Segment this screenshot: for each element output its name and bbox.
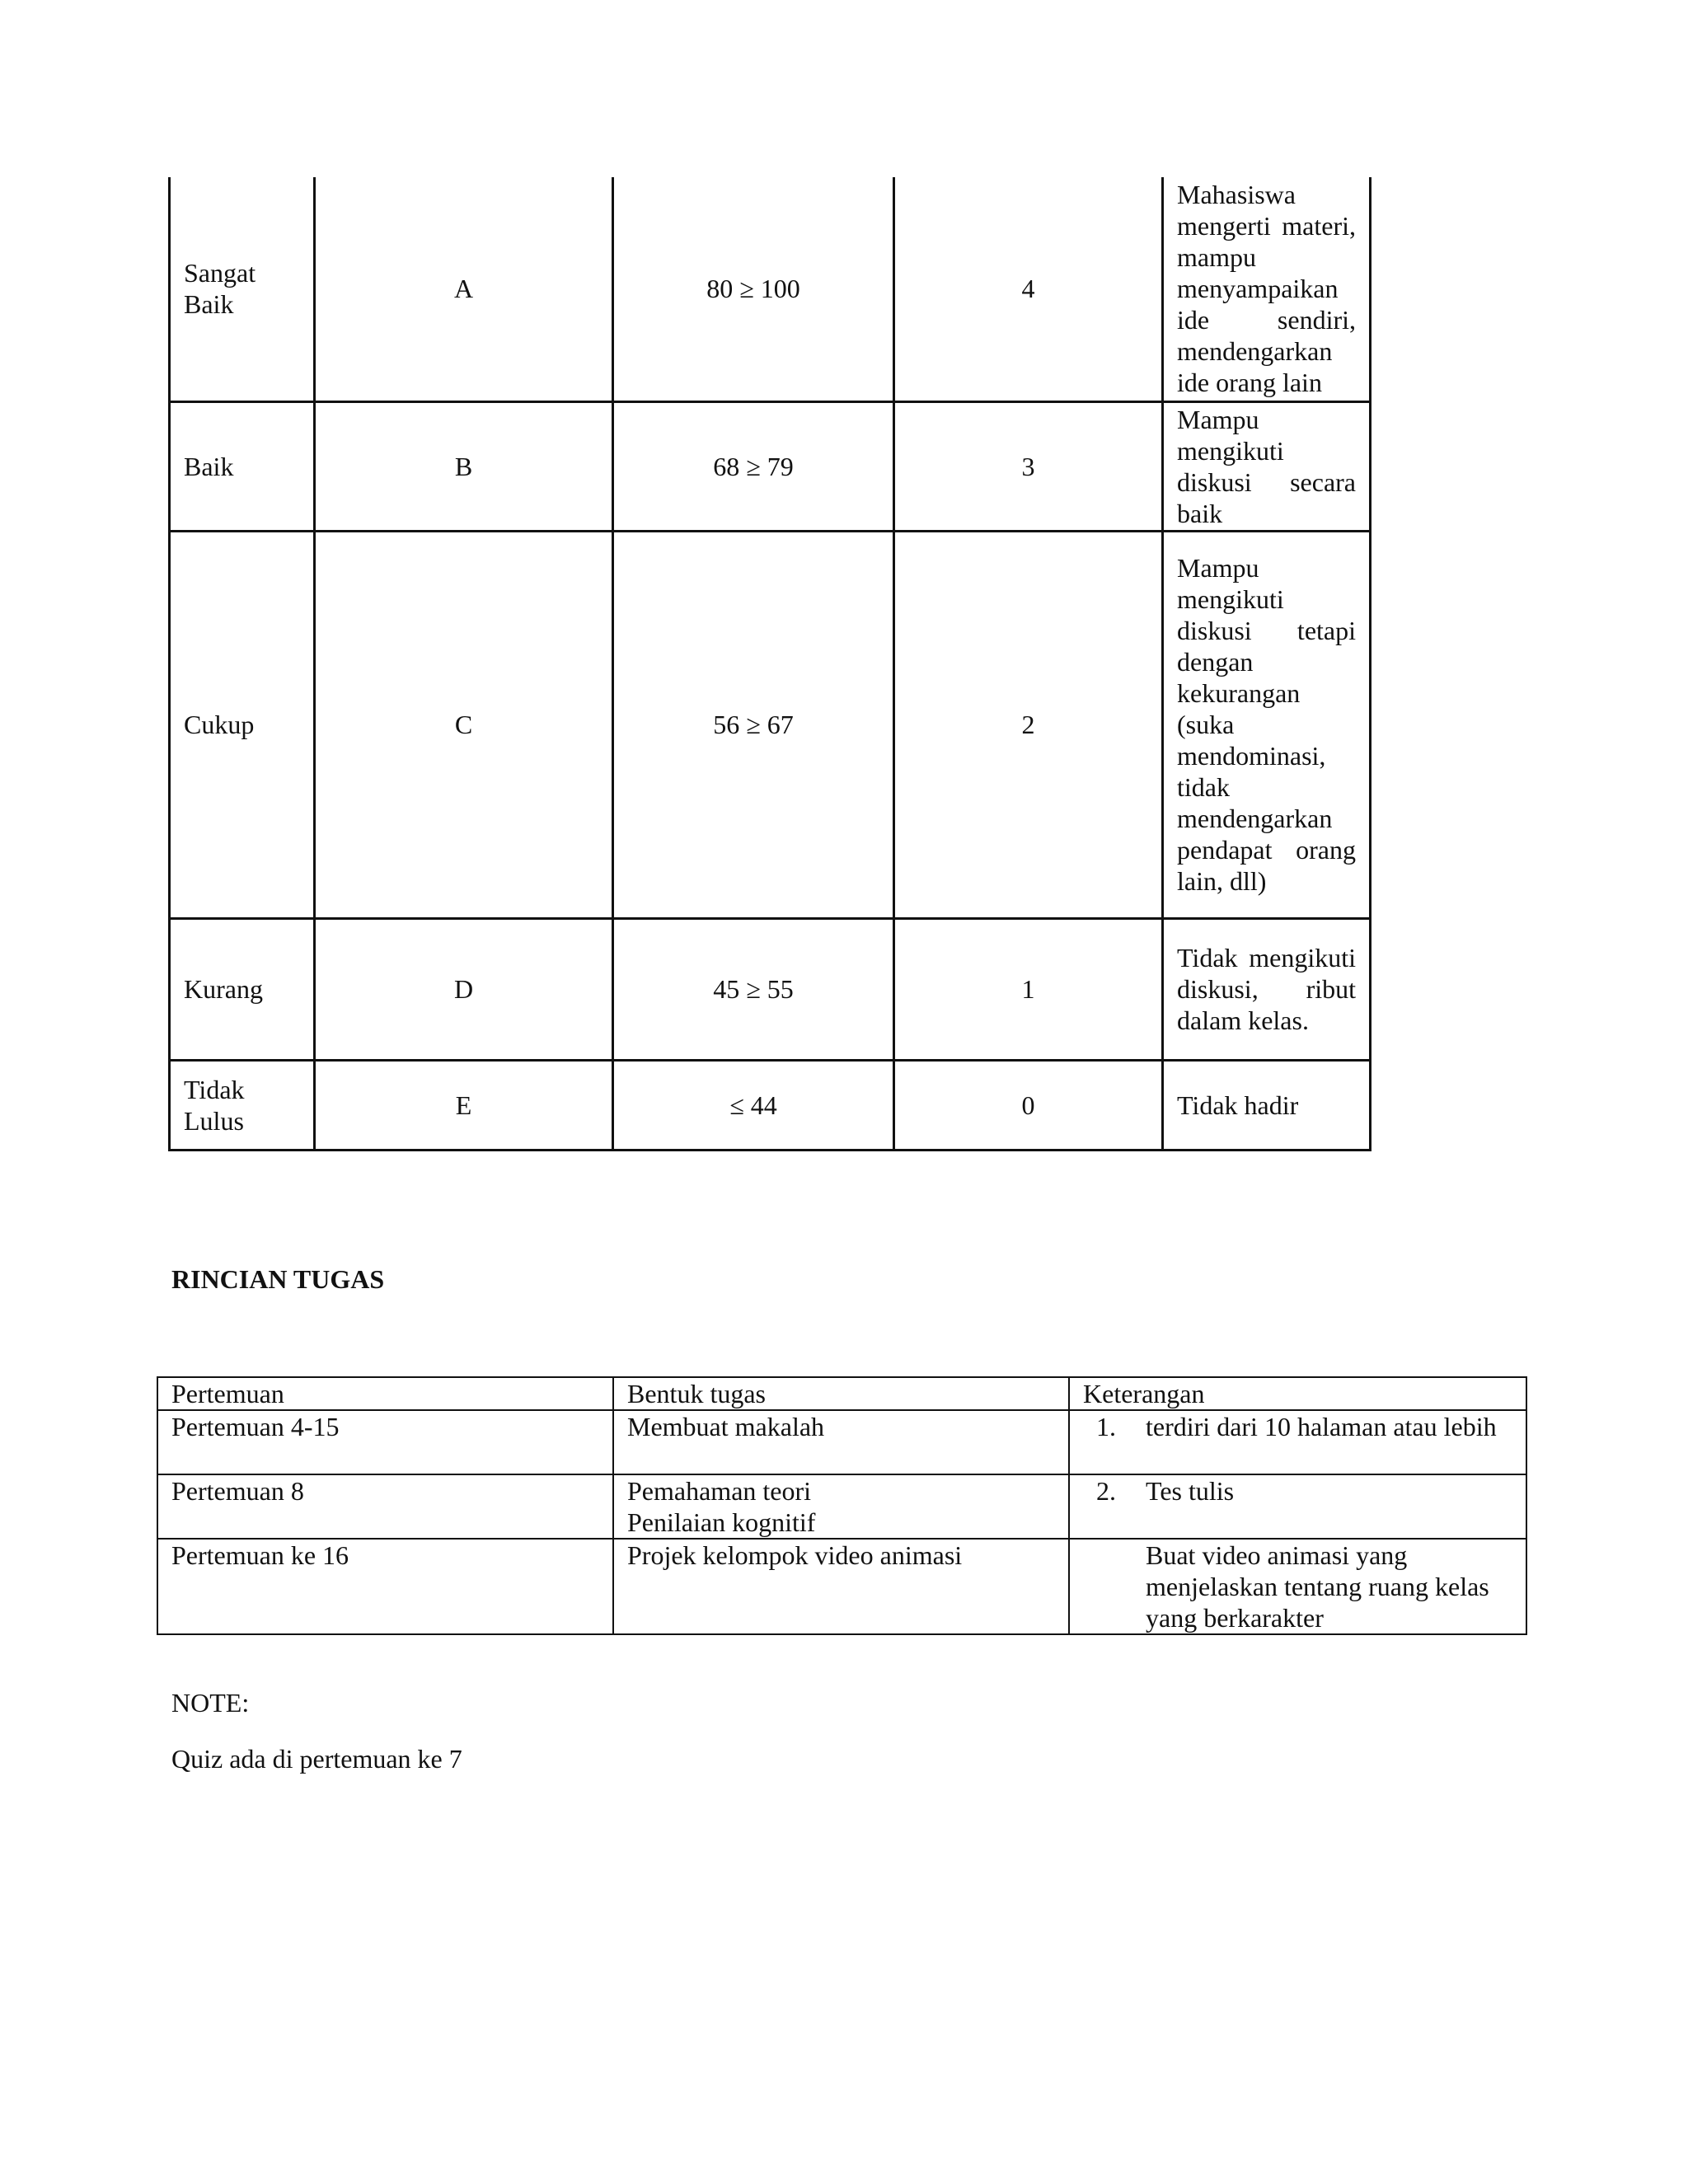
task-note-text: Tes tulis (1146, 1476, 1235, 1506)
task-note-item (1083, 1475, 1512, 1507)
grade-row-a (170, 177, 1371, 401)
task-header-cell: Keterangan (1069, 1377, 1526, 1410)
task-form (613, 1539, 1069, 1634)
grade-range: 45 ≥ 55 (613, 918, 894, 1060)
task-header-cell: Bentuk tugas (613, 1377, 1069, 1410)
grade-weight: 0 (894, 1060, 1163, 1150)
task-row (157, 1539, 1526, 1634)
task-note (1069, 1410, 1526, 1474)
task-note (1069, 1539, 1526, 1634)
grade-predicate: Sangat Baik (170, 177, 315, 401)
note-label: NOTE: (171, 1688, 250, 1718)
task-note-text: Buat video animasi yang menjelaskan tentang ruang kelas yang berkarakter (1146, 1540, 1489, 1633)
grade-range: 56 ≥ 67 (613, 531, 894, 918)
grade-range: ≤ 44 (613, 1060, 894, 1150)
grade-range: 80 ≥ 100 (613, 177, 894, 401)
task-header-cell: Pertemuan (157, 1377, 613, 1410)
task-meeting: Pertemuan ke 16 (157, 1539, 613, 1634)
task-row (157, 1474, 1526, 1539)
task-note-item (1083, 1411, 1512, 1442)
grade-predicate: Cukup (170, 531, 315, 918)
grade-letter: B (315, 401, 613, 531)
grade-predicate: Baik (170, 401, 315, 531)
grade-description: Mahasiswa mengerti materi, mampu menyampaikan ide sendiri, mendengarkan ide orang lain (1163, 177, 1371, 401)
grading-table (168, 177, 1372, 1151)
section-heading: RINCIAN TUGAS (171, 1264, 385, 1294)
task-table (157, 1376, 1527, 1635)
grade-predicate: Kurang (170, 918, 315, 1060)
grade-description: Mampu mengikuti diskusi secara baik (1163, 401, 1371, 531)
task-note-number (1096, 1540, 1146, 1633)
task-note-text: terdiri dari 10 halaman atau lebih (1146, 1412, 1497, 1441)
grade-weight: 2 (894, 531, 1163, 918)
grade-weight: 4 (894, 177, 1163, 401)
task-row (157, 1410, 1526, 1474)
grade-letter: E (315, 1060, 613, 1150)
grade-predicate: Tidak Lulus (170, 1060, 315, 1150)
grade-row-d (170, 918, 1371, 1060)
grade-letter: A (315, 177, 613, 401)
grade-letter: D (315, 918, 613, 1060)
task-form-line: Projek kelompok video animasi (627, 1540, 963, 1570)
grade-letter: C (315, 531, 613, 918)
task-form-line: Membuat makalah (627, 1412, 825, 1441)
grade-row-c (170, 531, 1371, 918)
task-form (613, 1410, 1069, 1474)
grade-weight: 3 (894, 401, 1163, 531)
note-text: Quiz ada di pertemuan ke 7 (171, 1744, 462, 1774)
task-note-number: 2. (1096, 1476, 1116, 1506)
task-form (613, 1474, 1069, 1539)
grade-weight: 1 (894, 918, 1163, 1060)
task-note (1069, 1474, 1526, 1539)
task-note-number: 1. (1096, 1412, 1116, 1441)
grade-description: Tidak hadir (1163, 1060, 1371, 1150)
task-meeting: Pertemuan 8 (157, 1474, 613, 1539)
task-meeting: Pertemuan 4-15 (157, 1410, 613, 1474)
grade-description: Tidak mengikuti diskusi, ribut dalam kelas. (1163, 918, 1371, 1060)
grade-description: Mampu mengikuti diskusi tetapi dengan kekurangan (suka mendominasi, tidak mendengarkan pendapat orang lain, dll) (1163, 531, 1371, 918)
grade-row-b (170, 401, 1371, 531)
grade-row-e (170, 1060, 1371, 1150)
grade-range: 68 ≥ 79 (613, 401, 894, 531)
task-header-row (157, 1377, 1526, 1410)
task-note-item (1083, 1540, 1512, 1633)
task-form-line: Penilaian kognitif (627, 1507, 816, 1537)
task-form-line: Pemahaman teori (627, 1476, 812, 1506)
